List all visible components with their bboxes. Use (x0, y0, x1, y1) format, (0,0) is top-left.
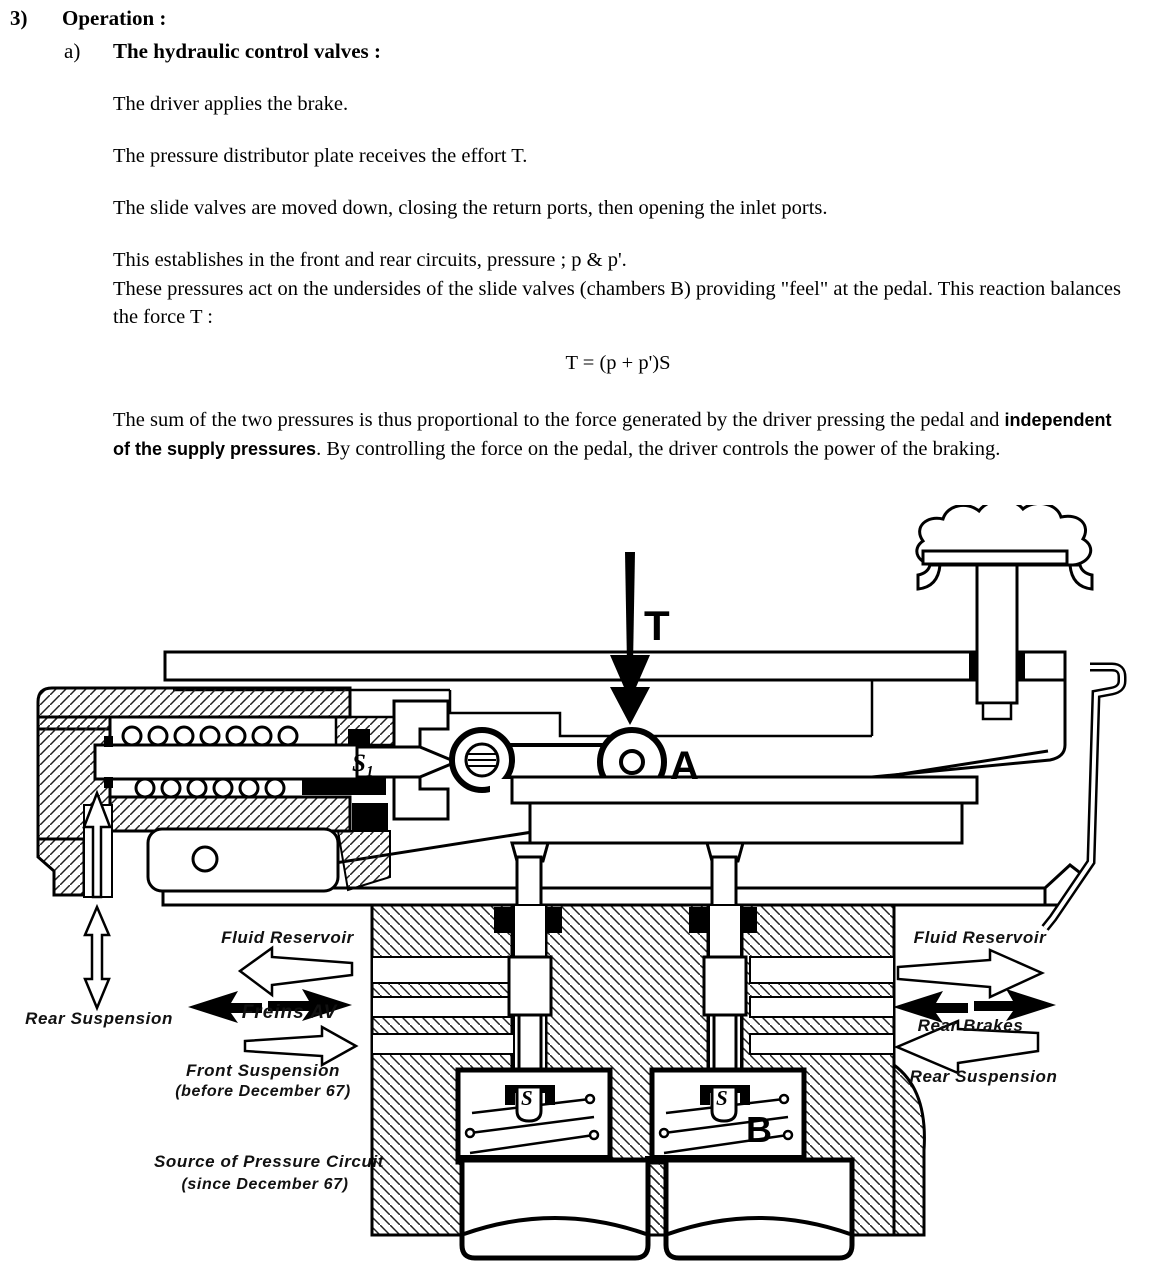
label-a: A (670, 744, 699, 788)
caption-fluid-reservoir-right: Fluid Reservoir (913, 928, 1047, 947)
mount-block (352, 803, 388, 831)
force-arrow-shaft (625, 552, 635, 665)
caption-front-brakes: Freins AV (241, 1002, 338, 1023)
seal-upper (348, 729, 370, 745)
port-left-1 (372, 957, 514, 983)
caption-rear-brakes: Rear Brakes (917, 1016, 1024, 1035)
label-b: B (746, 1109, 772, 1150)
plug-lug-right-b (740, 1093, 750, 1105)
formula: T = (p + p')S (565, 352, 671, 374)
subsection-letter: a) (64, 39, 81, 63)
anchor-hole (193, 847, 217, 871)
gland-left-a (494, 907, 514, 933)
plug-lug-right-a (700, 1093, 710, 1105)
hydraulic-valve-diagram (0, 505, 1163, 1275)
caption-fluid-reservoir-left: Fluid Reservoir (221, 928, 354, 947)
adjuster-seal-left (969, 652, 977, 680)
port-right-3 (750, 1034, 894, 1054)
caption-front-suspension-line1: Front Suspension (185, 1061, 341, 1080)
front-suspension-arrow (245, 1027, 356, 1065)
anchor-plate (148, 829, 338, 891)
rod-tab-bottom (104, 777, 113, 788)
rear-suspension-double-arrow (85, 907, 109, 1008)
gland-left-b (546, 907, 562, 933)
paragraph-5-pre: The sum of the two pressures is thus proportional to the force generated by the driver pressing the pedal and (113, 409, 1005, 431)
body-right-flare (894, 1065, 924, 1235)
housing-foot (38, 839, 84, 895)
fluid-reservoir-right-arrow (898, 950, 1042, 997)
fluid-reservoir-left-arrow (240, 948, 352, 995)
caption-front-suspension-line2: (before December 67) (175, 1083, 351, 1100)
caption-rear-suspension-left: Rear Suspension (25, 1009, 173, 1028)
plug-lug-left-a (505, 1093, 515, 1105)
adjuster-seal-right (1017, 652, 1025, 680)
gland-right-a (689, 907, 709, 933)
paragraph-5 (113, 406, 1125, 463)
port-right-2 (750, 997, 894, 1017)
gland-right-b (741, 907, 757, 933)
mount-wedge (338, 831, 390, 890)
knob-tbar (923, 551, 1067, 564)
adjuster-tip (983, 703, 1011, 719)
caption-source-line1: Source of Pressure Circuit (153, 1152, 385, 1171)
distributor-plate-lower (530, 803, 962, 843)
paragraph-4-line1: This establishes in the front and rear circuits, pressure ; p & p'. (113, 249, 627, 271)
plug-lug-left-b (545, 1093, 555, 1105)
rod-tab-top (104, 736, 113, 747)
label-s-left: S (521, 1086, 533, 1110)
step-plate (450, 690, 872, 736)
paragraph-3: The slide valves are moved down, closing the return ports, then opening the inlet ports. (113, 197, 828, 219)
section-title: Operation : (62, 6, 167, 30)
spool-land-right (704, 957, 746, 1015)
port-left-3 (372, 1034, 514, 1054)
paragraph-4-line2: These pressures act on the undersides of the slide valves (chambers B) providing "feel" at the pedal. This reaction balances the force T : (113, 277, 1121, 328)
paragraph-5-post: . By controlling the force on the pedal, the driver controls the power of the braking. (316, 437, 1001, 460)
paragraph-5-bold: independent of the supply pressures (113, 410, 1112, 459)
caption-rear-suspension-right: Rear Suspension (909, 1067, 1058, 1086)
paragraph-4 (113, 246, 1125, 332)
spool-land-left (509, 957, 551, 1015)
housing-mid-slab (110, 797, 350, 831)
cup-right (666, 1160, 852, 1258)
cup-left (462, 1160, 648, 1258)
subsection-title: The hydraulic control valves : (113, 39, 381, 63)
label-s1: S₁ (352, 750, 375, 777)
port-left-2 (372, 997, 514, 1017)
paragraph-2: The pressure distributor plate receives the effort T. (113, 145, 528, 167)
label-s-right: S (716, 1086, 728, 1110)
paragraph-1: The driver applies the brake. (113, 93, 349, 115)
distributor-plate-upper (512, 777, 977, 803)
adjuster-stem (977, 555, 1017, 703)
section-number: 3) (10, 6, 28, 30)
label-t: T (644, 602, 670, 649)
plunger-rod (95, 745, 357, 779)
port-right-1 (750, 957, 894, 983)
caption-source-line2: (since December 67) (181, 1176, 349, 1193)
force-arrow-head-2 (610, 687, 650, 725)
roller-a-pin (621, 751, 643, 773)
